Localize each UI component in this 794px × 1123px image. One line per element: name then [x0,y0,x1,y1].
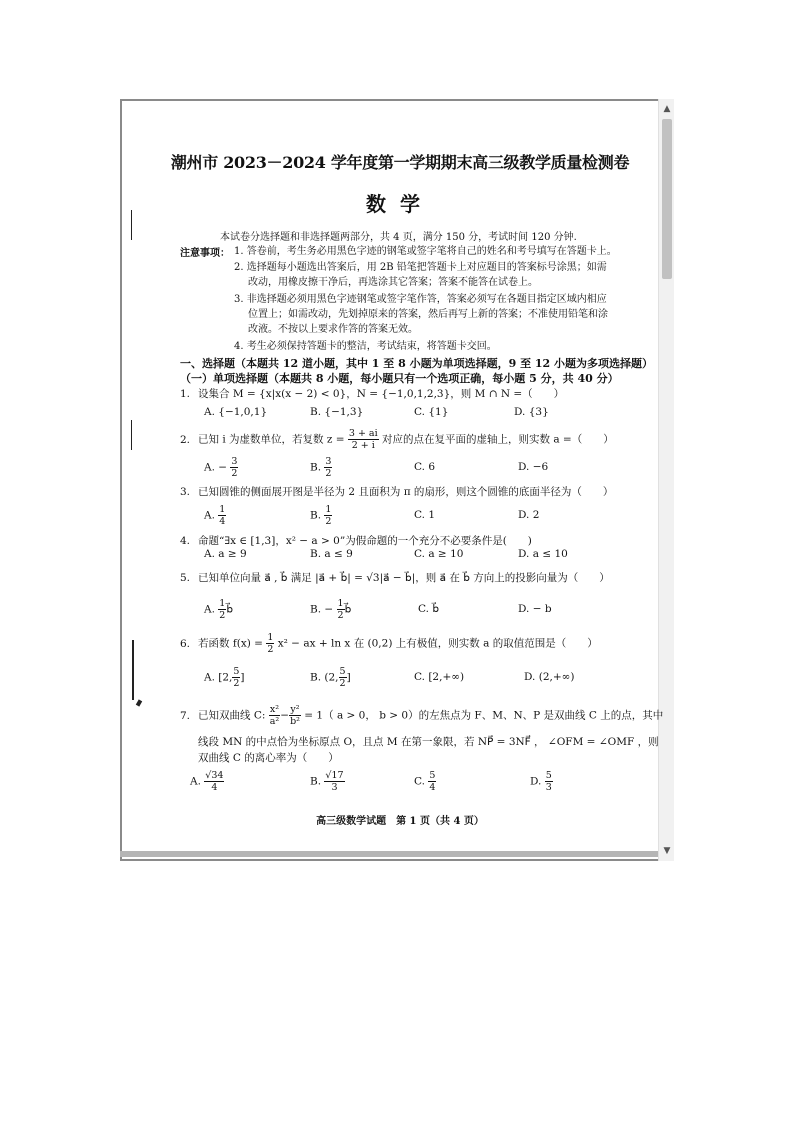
fraction [348,428,379,451]
denominator: 2 [233,678,240,689]
question-3 [180,484,613,499]
option-d: D. {3} [514,406,549,418]
numerator: 3 + ai [348,428,378,439]
question-number: 2. [180,433,191,446]
fraction [339,666,347,689]
notice-label: 注意事项： [180,248,230,259]
section-subheading: （一）单项选择题（本题共 8 小题，每小题只有一个选项正确，每小题 5 分，共 40 分） [180,372,619,385]
denominator: 4 [219,516,226,527]
fraction [324,456,332,479]
denominator: 2 [339,678,346,689]
option-b: B. {−1,3} [310,406,364,418]
numerator: 5 [339,666,346,677]
numerator: 5 [545,770,552,781]
scan-mark [131,210,132,240]
fraction [204,770,224,793]
question-text: x² − ax + ln x 在 (0,2) 上有极值，则实数 a 的取值范围是（ ） [277,637,598,650]
vertical-scrollbar[interactable] [658,99,674,861]
option-d [530,770,553,793]
numerator: 1 [325,504,332,515]
notice-item: 改动，用橡皮擦干净后，再选涂其它答案；答案不能答在试卷上。 [248,277,538,288]
option-b [310,770,345,793]
denominator: 4 [211,782,218,793]
option-a [204,456,238,479]
option-c: C. b⃗ [418,603,439,615]
fraction [269,704,280,727]
option-c: C. a ≥ 10 [414,548,464,560]
notice-item: 4. 考生必须保持答题卡的整洁，考试结束，将答题卡交回。 [234,341,497,352]
option-label: B. (2, [310,671,339,684]
option-label: A. [204,509,215,522]
option-d: D. (2,+∞) [524,671,575,683]
scroll-down-icon[interactable]: ▼ [663,846,671,856]
question-7-line-3: 双曲线 C 的离心率为（ ） [198,752,339,764]
fraction [266,632,274,655]
fraction [337,598,345,621]
question-text: 已知圆锥的侧面展开图是半径为 2 且面积为 π 的扇形，则这个圆锥的底面半径为（ ） [198,486,614,498]
question-7-line-2: 线段 MN 的中点恰为坐标原点 O，且点 M 在第一象限，若 NP⃗ = 3NF⃗ ， ∠OFM = ∠OMF ，则 [198,736,659,748]
exam-intro: 本试卷分选择题和非选择题两部分，共 4 页，满分 150 分，考试时间 120 分钟. [220,232,577,243]
numerator: 1 [219,598,226,609]
numerator: 1 [267,632,274,643]
question-number: 1. [180,388,191,400]
question-2 [180,428,614,451]
question-number: 6. [180,637,191,650]
question-number: 4. [180,535,191,547]
question-number: 5. [180,572,191,584]
denominator: 2 + i [351,440,375,451]
option-c: C. {1} [414,406,449,418]
notice-item: 3. 非选择题必须用黑色字迹钢笔或签字笔作答，答案必须写在各题目指定区域内相应 [234,294,607,305]
denominator: 2 [219,610,226,621]
option-b: B. a ≤ 9 [310,548,353,560]
denominator: 3 [545,782,552,793]
option-c: C. 6 [414,461,436,473]
option-a [204,598,233,621]
option-a [190,770,224,793]
option-b [310,666,351,689]
option-b [310,598,351,621]
option-label: A. [204,603,215,616]
question-text: 若函数 f(x) = [198,637,263,650]
question-text: 对应的点在复平面的虚轴上，则实数 a =（ ） [381,433,614,446]
option-d: D. − b [518,603,552,615]
question-text: 已知双曲线 C: [198,709,266,722]
option-a [204,666,245,689]
vector-symbol: b⃗ [344,603,352,616]
viewer-bottom-border [120,851,660,857]
fraction [218,504,226,527]
option-b [310,504,332,527]
option-d: D. 2 [518,509,540,521]
section-heading: 一、选择题（本题共 12 道小题，其中 1 至 8 小题为单项选择题，9 至 12 小题为多项选择题） [180,357,654,370]
question-text: = 1（ a > 0， b > 0）的左焦点为 F、M、N、P 是双曲线 C 上的点，其中 [304,709,664,722]
exam-title: 潮州市 2023－2024 学年度第一学期期末高三级教学质量检测卷 [170,153,630,172]
option-b [310,456,332,479]
question-5 [180,570,610,585]
question-4 [180,533,532,548]
option-a: A. a ≥ 9 [204,548,247,560]
question-number: 3. [180,486,191,498]
question-text: 已知单位向量 a⃗ , b⃗ 满足 |a⃗ + b⃗| = √3|a⃗ − b⃗|，则 a⃗ 在 b⃗ 方向上的投影向量为（ ） [198,572,610,584]
numerator: √34 [205,770,224,781]
notice-item: 位置上；如需改动，先划掉原来的答案，然后再写上新的答案；不准使用铅笔和涂 [248,309,608,320]
numerator: 3 [231,456,238,467]
question-text: 命题“∃x ∈ [1,3]，x² − a > 0”为假命题的一个充分不必要条件是( ) [198,535,532,547]
option-label: C. [414,775,425,788]
option-c: C. [2,+∞) [414,671,465,683]
question-number: 7. [180,709,191,722]
option-label: B. − [310,603,334,616]
denominator: 2 [337,610,344,621]
bracket: ] [346,671,351,684]
denominator: a² [269,716,280,727]
numerator: y² [290,704,300,715]
denominator: 2 [231,468,238,479]
vector-symbol: b⃗ [226,603,233,616]
numerator: x² [269,704,280,715]
option-d: D. −6 [518,461,549,473]
option-a [204,504,226,527]
fraction [324,504,332,527]
option-label: B. [310,461,322,474]
numerator: 3 [325,456,332,467]
numerator: 5 [429,770,436,781]
fraction [428,770,436,793]
exam-subject: 数学 [366,192,434,216]
option-c [414,770,436,793]
option-d: D. a ≤ 10 [518,548,568,560]
scroll-up-icon[interactable]: ▲ [663,104,671,114]
denominator: 2 [267,644,274,655]
question-text: 设集合 M = {x|x(x − 2) < 0}，N = {−1,0,1,2,3}，则 M ∩ N =（ ） [198,388,565,400]
fraction [230,456,238,479]
option-label: B. [310,775,322,788]
option-c: C. 1 [414,509,436,521]
bracket: ] [240,671,245,684]
denominator: 3 [331,782,338,793]
fraction [324,770,344,793]
scroll-thumb[interactable] [662,119,672,279]
notice-item: 2. 选择题每小题选出答案后，用 2B 铅笔把答题卡上对应题目的答案标号涂黑；如需 [234,262,607,273]
denominator: 2 [325,468,332,479]
fraction [289,704,301,727]
option-a: A. {−1,0,1} [204,406,268,418]
numerator: √17 [325,770,344,781]
scan-mark [131,420,132,450]
question-6 [180,632,598,655]
notice-item: 1. 答卷前，考生务必用黑色字迹的钢笔或签字笔将自己的姓名和考号填写在答题卡上。 [234,246,617,257]
scan-mark [132,640,134,700]
option-label: A. − [204,461,228,474]
notice-item: 改液。不按以上要求作答的答案无效。 [248,324,418,335]
option-label: A. [2, [204,671,233,684]
option-label: B. [310,509,322,522]
denominator: b² [290,716,300,727]
fraction [545,770,553,793]
denominator: 4 [429,782,436,793]
page-footer: 高三级数学试题 第 1 页（共 4 页） [316,816,484,827]
numerator: 5 [233,666,240,677]
numerator: 1 [219,504,226,515]
question-text: 已知 i 为虚数单位，若复数 z = [198,433,345,446]
question-1 [180,386,564,401]
question-7 [180,704,663,727]
denominator: 2 [325,516,332,527]
option-label: A. [190,775,201,788]
numerator: 1 [337,598,344,609]
option-label: D. [530,775,542,788]
minus-sign: − [280,709,290,722]
